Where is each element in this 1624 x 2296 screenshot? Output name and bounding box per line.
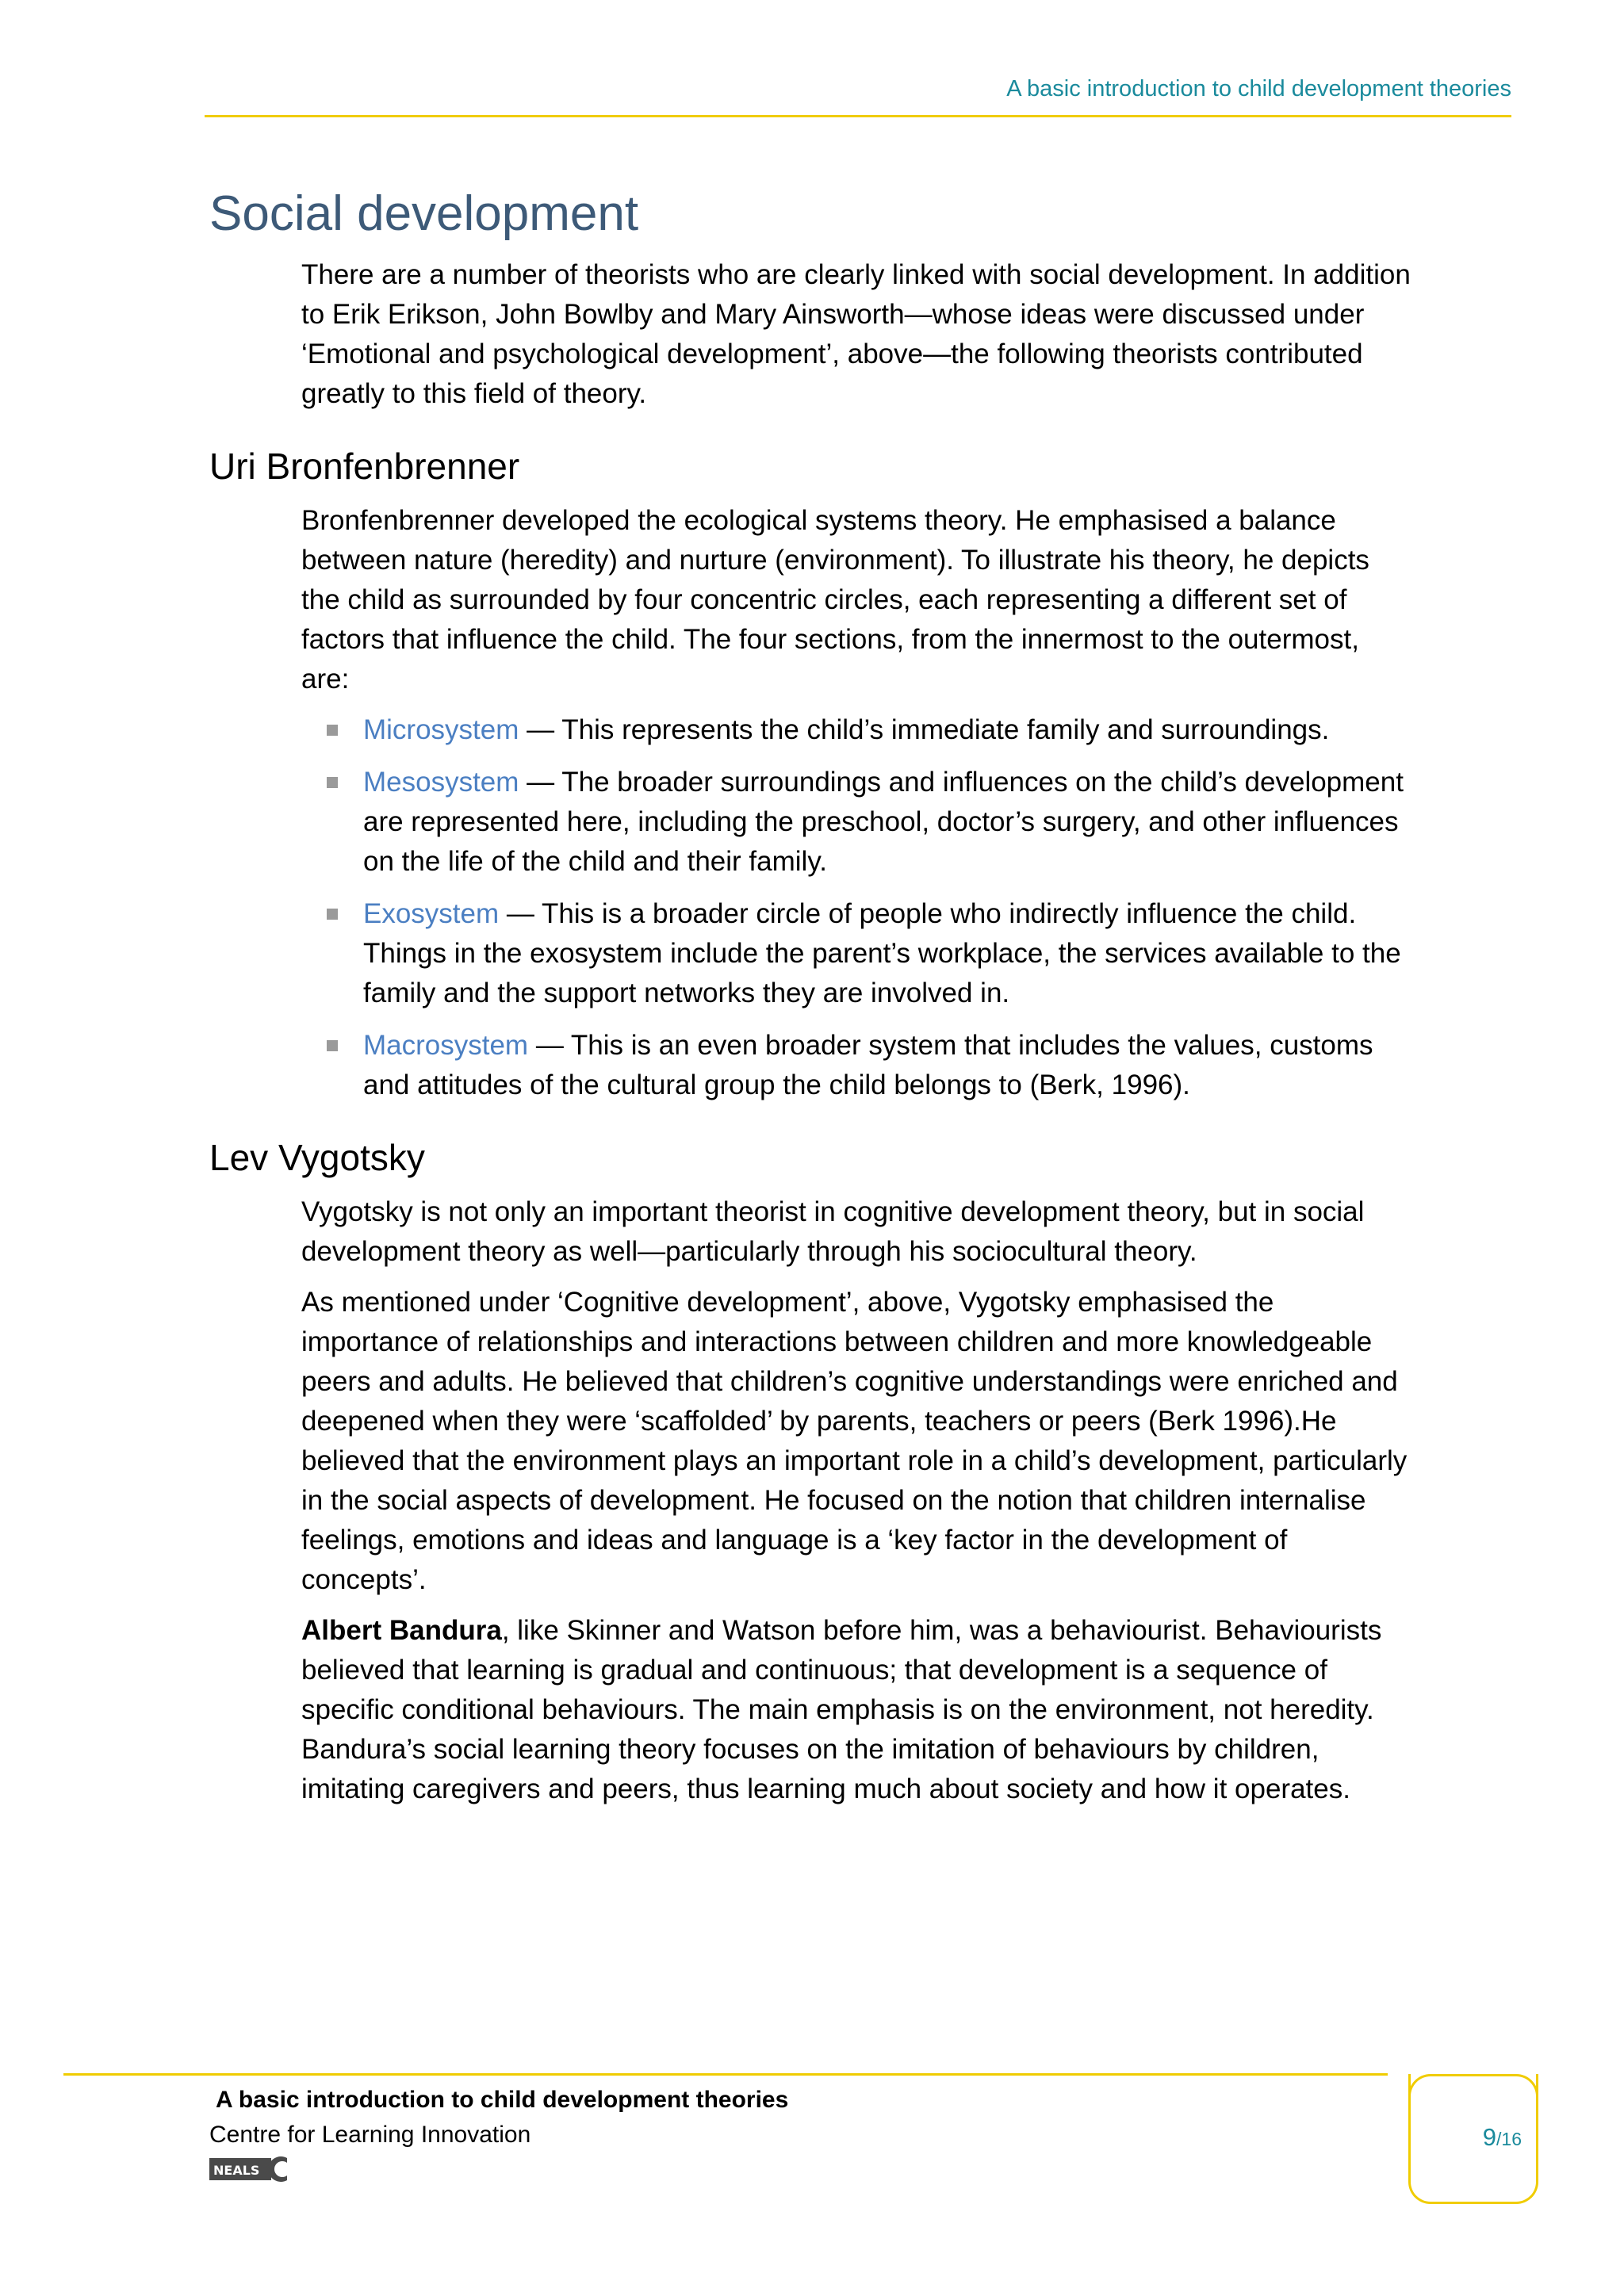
- footer-organization: Centre for Learning Innovation: [209, 2122, 531, 2148]
- neals-logo-icon: [209, 2155, 292, 2183]
- term-microsystem: Microsystem: [363, 714, 519, 745]
- footer-title: A basic introduction to child development theories: [216, 2087, 789, 2113]
- footer-divider: [63, 2073, 1388, 2076]
- list-item-mesosystem: [301, 763, 1411, 882]
- heading-vygotsky: Lev Vygotsky: [209, 1137, 425, 1178]
- term-macrosystem: Macrosystem: [363, 1030, 529, 1061]
- page-content: [209, 182, 1446, 1820]
- logo-text: NEALS: [213, 2163, 260, 2178]
- systems-list: [301, 710, 1411, 1105]
- vygotsky-block: [301, 1192, 1411, 1809]
- page-number-box: [1408, 2074, 1538, 2204]
- item-text: — This represents the child’s immediate family and surroundings.: [519, 714, 1330, 745]
- bandura-paragraph: [301, 1611, 1411, 1809]
- list-item-macrosystem: [301, 1026, 1411, 1105]
- square-bullet-icon: [327, 909, 338, 920]
- running-header: A basic introduction to child development theories: [1006, 76, 1511, 101]
- square-bullet-icon: [327, 1040, 338, 1051]
- heading-bronfenbrenner: Uri Bronfenbrenner: [209, 446, 520, 487]
- page-number: [1483, 2123, 1522, 2152]
- vygotsky-paragraph-1: Vygotsky is not only an important theorist in cognitive development theory, but in social development theory as well—particularly through his sociocultural theory.: [301, 1196, 1365, 1267]
- list-item-microsystem: [301, 710, 1411, 750]
- section-title: Social development: [209, 186, 639, 241]
- term-mesosystem: Mesosystem: [363, 767, 519, 798]
- item-text: — The broader surroundings and influences on the child’s development are represented here, including the preschool, doctor’s surgery, and other influences on the life of the child and their family.: [363, 767, 1404, 877]
- bandura-text: , like Skinner and Watson before him, was a behaviourist. Behaviourists believed that learning is gradual and continuous; that development is a sequence of specific conditional behaviours. The main emphasis is on the environment, not heredity. Bandura’s social learning theory focuses on the imitation of behaviours by children, imitating caregivers and peers, thus learning much about society and how it operates.: [301, 1615, 1382, 1804]
- bronfenbrenner-paragraph: Bronfenbrenner developed the ecological systems theory. He emphasised a balance between nature (heredity) and nurture (environment). To illustrate his theory, he depicts the child as surrounded by four concentric circles, each representing a different set of factors that influence the child. The four sections, from the innermost to the outermost, are:: [301, 505, 1369, 695]
- list-item-exosystem: [301, 894, 1411, 1013]
- page-total: /16: [1496, 2129, 1522, 2149]
- item-text: — This is a broader circle of people who indirectly influence the child. Things in the exosystem include the parent’s workplace, the services available to the family and the support networks they are involved in.: [363, 898, 1401, 1008]
- intro-block: [301, 255, 1411, 414]
- bandura-name: Albert Bandura: [301, 1615, 502, 1646]
- square-bullet-icon: [327, 777, 338, 788]
- bronfenbrenner-block: [301, 501, 1411, 1105]
- item-text: — This is an even broader system that includes the values, customs and attitudes of the cultural group the child belongs to (Berk, 1996).: [363, 1030, 1373, 1100]
- header-divider: [205, 115, 1511, 117]
- square-bullet-icon: [327, 725, 338, 736]
- page-current: 9: [1482, 2123, 1497, 2151]
- term-exosystem: Exosystem: [363, 898, 500, 929]
- vygotsky-paragraph-2: As mentioned under ‘Cognitive development’, above, Vygotsky emphasised the importance of relationships and interactions between children and more knowledgeable peers and adults. He believed that children’s cognitive understandings were enriched and deepened when they were ‘scaffolded’ by parents, teachers or peers (Berk 1996).He believed that the environment plays an important role in a child’s development, particularly in the social aspects of development. He focused on the notion that children internalise feelings, emotions and ideas and language is a ‘key factor in the development of concepts’.: [301, 1287, 1408, 1595]
- intro-paragraph: There are a number of theorists who are clearly linked with social development. In addition to Erik Erikson, John Bowlby and Mary Ainsworth—whose ideas were discussed under ‘Emotional and psychological development’, above—the following theorists contributed greatly to this field of theory.: [301, 259, 1411, 409]
